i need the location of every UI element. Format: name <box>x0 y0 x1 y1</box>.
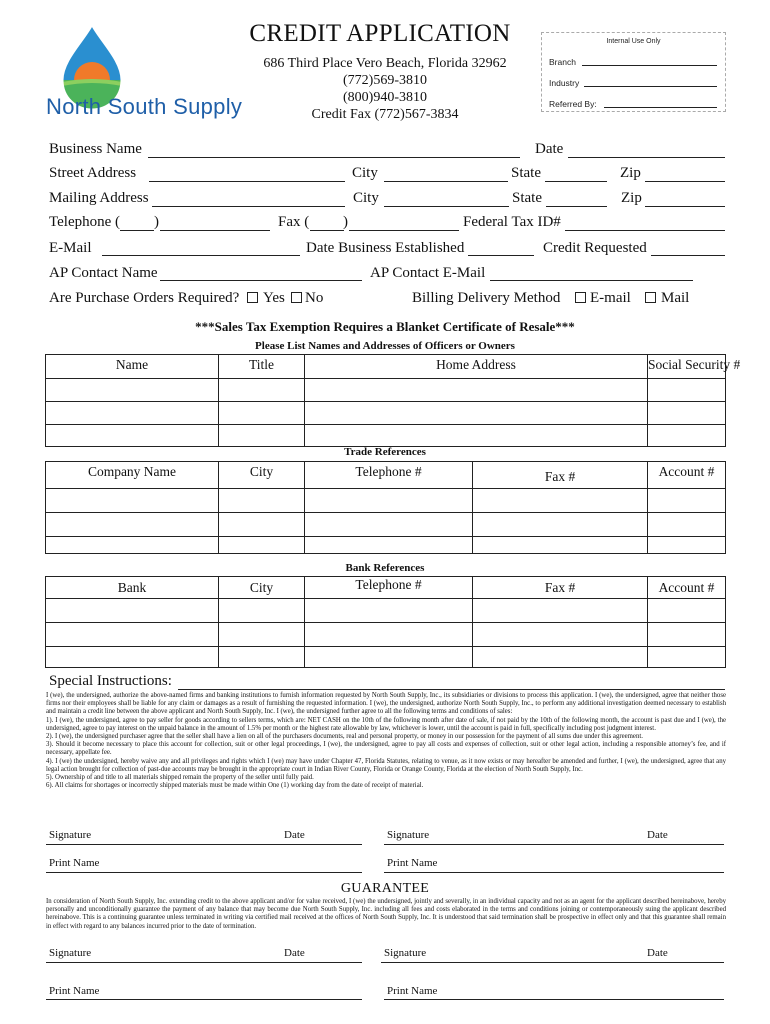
applicant-print-name-label-2: Print Name <box>387 857 438 869</box>
bank-col-city: City <box>219 577 305 599</box>
table-row[interactable] <box>46 623 726 647</box>
branch-label: Branch <box>549 57 576 67</box>
telephone-area-field[interactable] <box>120 230 154 231</box>
ap-email-label: AP Contact E-Mail <box>370 265 486 281</box>
state-field[interactable] <box>545 181 607 182</box>
guarantor-print-name-label-2: Print Name <box>387 985 438 997</box>
trade-col-account: Account # <box>648 462 726 489</box>
officers-table <box>45 354 741 447</box>
internal-use-header: Internal Use Only <box>606 38 661 45</box>
terms-item-6: 6). All claims for shortages or incorrectly shipped materials must be made within One (1) working day from the date of receipt of material. <box>46 782 424 790</box>
city-field[interactable] <box>384 181 508 182</box>
trade-heading: Trade References <box>344 446 426 458</box>
guarantee-title: GUARANTEE <box>340 881 430 896</box>
terms-item-4: 4). I (we) the undersigned, hereby waive any and all privileges and rights which I (we) may have under Chapter 47, Florida Statutes, relating to venue, as it now exists or may hereafter be amended and further, I (we), the undersigned, agree that any legal action brought for collection of past-due accounts may be brought in the appropriate court in Indian River County, Florida or Orange County, Florida at the election of North South Supply, Inc. <box>46 757 726 773</box>
table-row[interactable] <box>46 647 726 668</box>
business-name-label: Business Name <box>49 141 142 157</box>
company-phone-2: (800)940-3810 <box>343 90 427 105</box>
table-row[interactable] <box>46 425 726 447</box>
business-name-field[interactable] <box>148 157 520 158</box>
trade-col-fax: Fax # <box>473 462 648 489</box>
page-title: CREDIT APPLICATION <box>249 20 511 47</box>
billing-email-label: E-mail <box>590 290 631 306</box>
fax-label: Fax ( <box>278 214 310 230</box>
guarantor-date-label-2: Date <box>647 947 668 959</box>
applicant-print-name-label-1: Print Name <box>49 857 100 869</box>
po-yes-checkbox[interactable] <box>247 292 258 303</box>
guarantee-text: In consideration of North South Supply, Inc. extending credit to the above applicant and/or for value received, I (we) the undersigned, jointly and severally, in an individual capacity and not as an agent for the applicant described hereinabove, hereby personally and unconditionally guarantee the payment of any balance that may become due North South Supply, Inc. including all fees and costs elaborated in the terms and conditions joining or contemporaneously suing the applicant described hereinabove. This is a continuing guarantee unless terminated in writing via certified mail received at the offices of North South Supply, Inc. It is understood that said termination shall be prospective in effect only and that this guarantee shall remain in effect with regard to any balances incurred prior to the date of termination. <box>46 898 726 930</box>
credit-requested-label: Credit Requested <box>543 240 647 256</box>
email-label: E-Mail <box>49 240 92 256</box>
po-no-label: No <box>305 290 324 306</box>
guarantor-print-name-label-1: Print Name <box>49 985 100 997</box>
table-row[interactable] <box>46 513 726 537</box>
company-address: 686 Third Place Vero Beach, Florida 32962 <box>263 56 507 71</box>
special-instructions-label: Special Instructions: <box>49 673 172 689</box>
mailing-address-field[interactable] <box>152 206 345 207</box>
table-row[interactable] <box>46 489 726 513</box>
company-phone-1: (772)569-3810 <box>343 73 427 88</box>
po-required-label: Are Purchase Orders Required? <box>49 290 240 306</box>
mailing-state-label: State <box>512 190 542 206</box>
state-label: State <box>511 165 541 181</box>
applicant-signature-label-2: Signature <box>387 829 430 841</box>
officers-col-address: Home Address <box>305 355 648 379</box>
officers-heading: Please List Names and Addresses of Officers or Owners <box>255 340 515 352</box>
fax-paren: ) <box>343 214 348 230</box>
special-instructions-field[interactable] <box>178 689 725 690</box>
guarantor-signature-label-2: Signature <box>384 947 427 959</box>
officers-col-name: Name <box>46 355 219 379</box>
fax-area-field[interactable] <box>310 230 344 231</box>
bank-col-telephone: Telephone # <box>305 577 473 599</box>
ap-email-field[interactable] <box>490 280 693 281</box>
credit-requested-field[interactable] <box>651 255 725 256</box>
mailing-city-field[interactable] <box>384 206 509 207</box>
industry-field[interactable] <box>584 86 717 87</box>
email-field[interactable] <box>102 255 300 256</box>
terms-item-3: 3). Should it become necessary to place this account for collection, suit or other legal proceedings, I (we), the undersigned, agree to pay all costs and expenses of collection, suit or other legal action, including a responsible attorney’s fee, and if necessary, appellate fee. <box>46 741 726 757</box>
mailing-zip-field[interactable] <box>645 206 725 207</box>
federal-tax-field[interactable] <box>565 230 725 231</box>
street-address-label: Street Address <box>49 165 137 181</box>
sales-tax-note: ***Sales Tax Exemption Requires a Blanket Certificate of Resale*** <box>195 319 575 334</box>
table-row[interactable] <box>46 537 726 554</box>
internal-use-box <box>541 32 726 112</box>
applicant-signature-line-1[interactable] <box>46 844 362 845</box>
branch-field[interactable] <box>582 65 717 66</box>
guarantor-date-label-1: Date <box>284 947 305 959</box>
guarantor-signature-line-2[interactable] <box>381 962 724 963</box>
mailing-zip-label: Zip <box>621 190 642 206</box>
company-name: North South Supply <box>46 94 243 119</box>
telephone-field[interactable] <box>160 230 270 231</box>
trade-col-company: Company Name <box>46 462 219 489</box>
guarantor-signature-line-1[interactable] <box>46 962 362 963</box>
table-row[interactable] <box>46 599 726 623</box>
mailing-address-label: Mailing Address <box>49 190 149 206</box>
fax-field[interactable] <box>349 230 459 231</box>
bank-table <box>45 576 726 668</box>
city-label: City <box>352 165 378 181</box>
company-fax: Credit Fax (772)567-3834 <box>311 107 459 122</box>
date-field[interactable] <box>568 157 725 158</box>
po-yes-label: Yes <box>263 290 285 306</box>
industry-label: Industry <box>549 78 580 88</box>
date-established-field[interactable] <box>468 255 534 256</box>
trade-table <box>45 461 726 554</box>
telephone-paren: ) <box>154 214 159 230</box>
referred-by-label: Referred By: <box>549 99 597 109</box>
ap-contact-label: AP Contact Name <box>49 265 158 281</box>
billing-mail-label: Mail <box>661 290 690 306</box>
terms-intro: I (we), the undersigned, authorize the above-named firms and banking institutions to furnish information requested by North South Supply, Inc., its subsidiaries or divisions to process this application. I (we), the undersigned, agree that neither those firms nor their employees shall be liable for any claim or damages as a result of furnishing the requested information. I (we), the undersigned, authorize North South Supply, Inc., to perform any additional investigation deemed necessary to establish and maintain a credit line between the above applicant and North South Supply, Inc. I (we), the undersigned further agree to all the following terms and conditions of sales: <box>46 692 726 716</box>
terms-item-2: 2). I (we), the undersigned purchaser agree that the seller shall have a lien on all of the purchasers documents, real and personal property, or money in our possession for the payment of all sums due under this agreement. <box>46 733 643 741</box>
guarantor-print-name-line-2[interactable] <box>384 999 724 1000</box>
applicant-date-label-2: Date <box>647 829 668 841</box>
guarantor-print-name-line-1[interactable] <box>46 999 362 1000</box>
mailing-state-field[interactable] <box>546 206 607 207</box>
billing-mail-checkbox[interactable] <box>645 292 656 303</box>
street-address-field[interactable] <box>149 181 345 182</box>
terms-text <box>46 692 726 790</box>
applicant-signature-label-1: Signature <box>49 829 92 841</box>
bank-col-account: Account # <box>648 577 726 599</box>
billing-email-checkbox[interactable] <box>575 292 586 303</box>
guarantor-signature-label-1: Signature <box>49 947 92 959</box>
applicant-signature-line-2[interactable] <box>384 844 724 845</box>
telephone-label: Telephone ( <box>49 214 121 230</box>
bank-heading: Bank References <box>345 562 425 574</box>
federal-tax-label: Federal Tax ID# <box>463 214 561 230</box>
date-label: Date <box>535 141 564 157</box>
billing-method-label: Billing Delivery Method <box>412 290 561 306</box>
officers-col-title: Title <box>219 355 305 379</box>
trade-col-city: City <box>219 462 305 489</box>
bank-col-bank: Bank <box>46 577 219 599</box>
applicant-print-name-line-2[interactable] <box>384 872 724 873</box>
officers-col-ssn: Social Security # <box>648 355 726 379</box>
date-established-label: Date Business Established <box>306 240 465 256</box>
bank-col-fax: Fax # <box>473 577 648 599</box>
applicant-date-label-1: Date <box>284 829 305 841</box>
po-no-checkbox[interactable] <box>291 292 302 303</box>
trade-col-telephone: Telephone # <box>305 462 473 489</box>
zip-field[interactable] <box>645 181 725 182</box>
terms-item-5: 5). Ownership of and title to all materials shipped remain the property of the seller until fully paid. <box>46 774 314 782</box>
terms-item-1: 1). I (we), the undersigned, agree to pay seller for goods according to sellers terms, which are: NET CASH on the 10th of the following month after date of sale, if not paid by the 10th of the following month, the account is past due and I (we), the undersigned, agree to pay interest on the unpaid balance in the amount of 1.5% per month or the highest rate allowable by law, whichever is lower, until the account is paid in full, specifically including post judgment interest. <box>46 716 726 732</box>
table-row[interactable] <box>46 379 726 402</box>
referred-by-field[interactable] <box>604 107 717 108</box>
zip-label: Zip <box>620 165 641 181</box>
table-row[interactable] <box>46 402 726 425</box>
mailing-city-label: City <box>353 190 379 206</box>
ap-contact-field[interactable] <box>160 280 362 281</box>
applicant-print-name-line-1[interactable] <box>46 872 362 873</box>
